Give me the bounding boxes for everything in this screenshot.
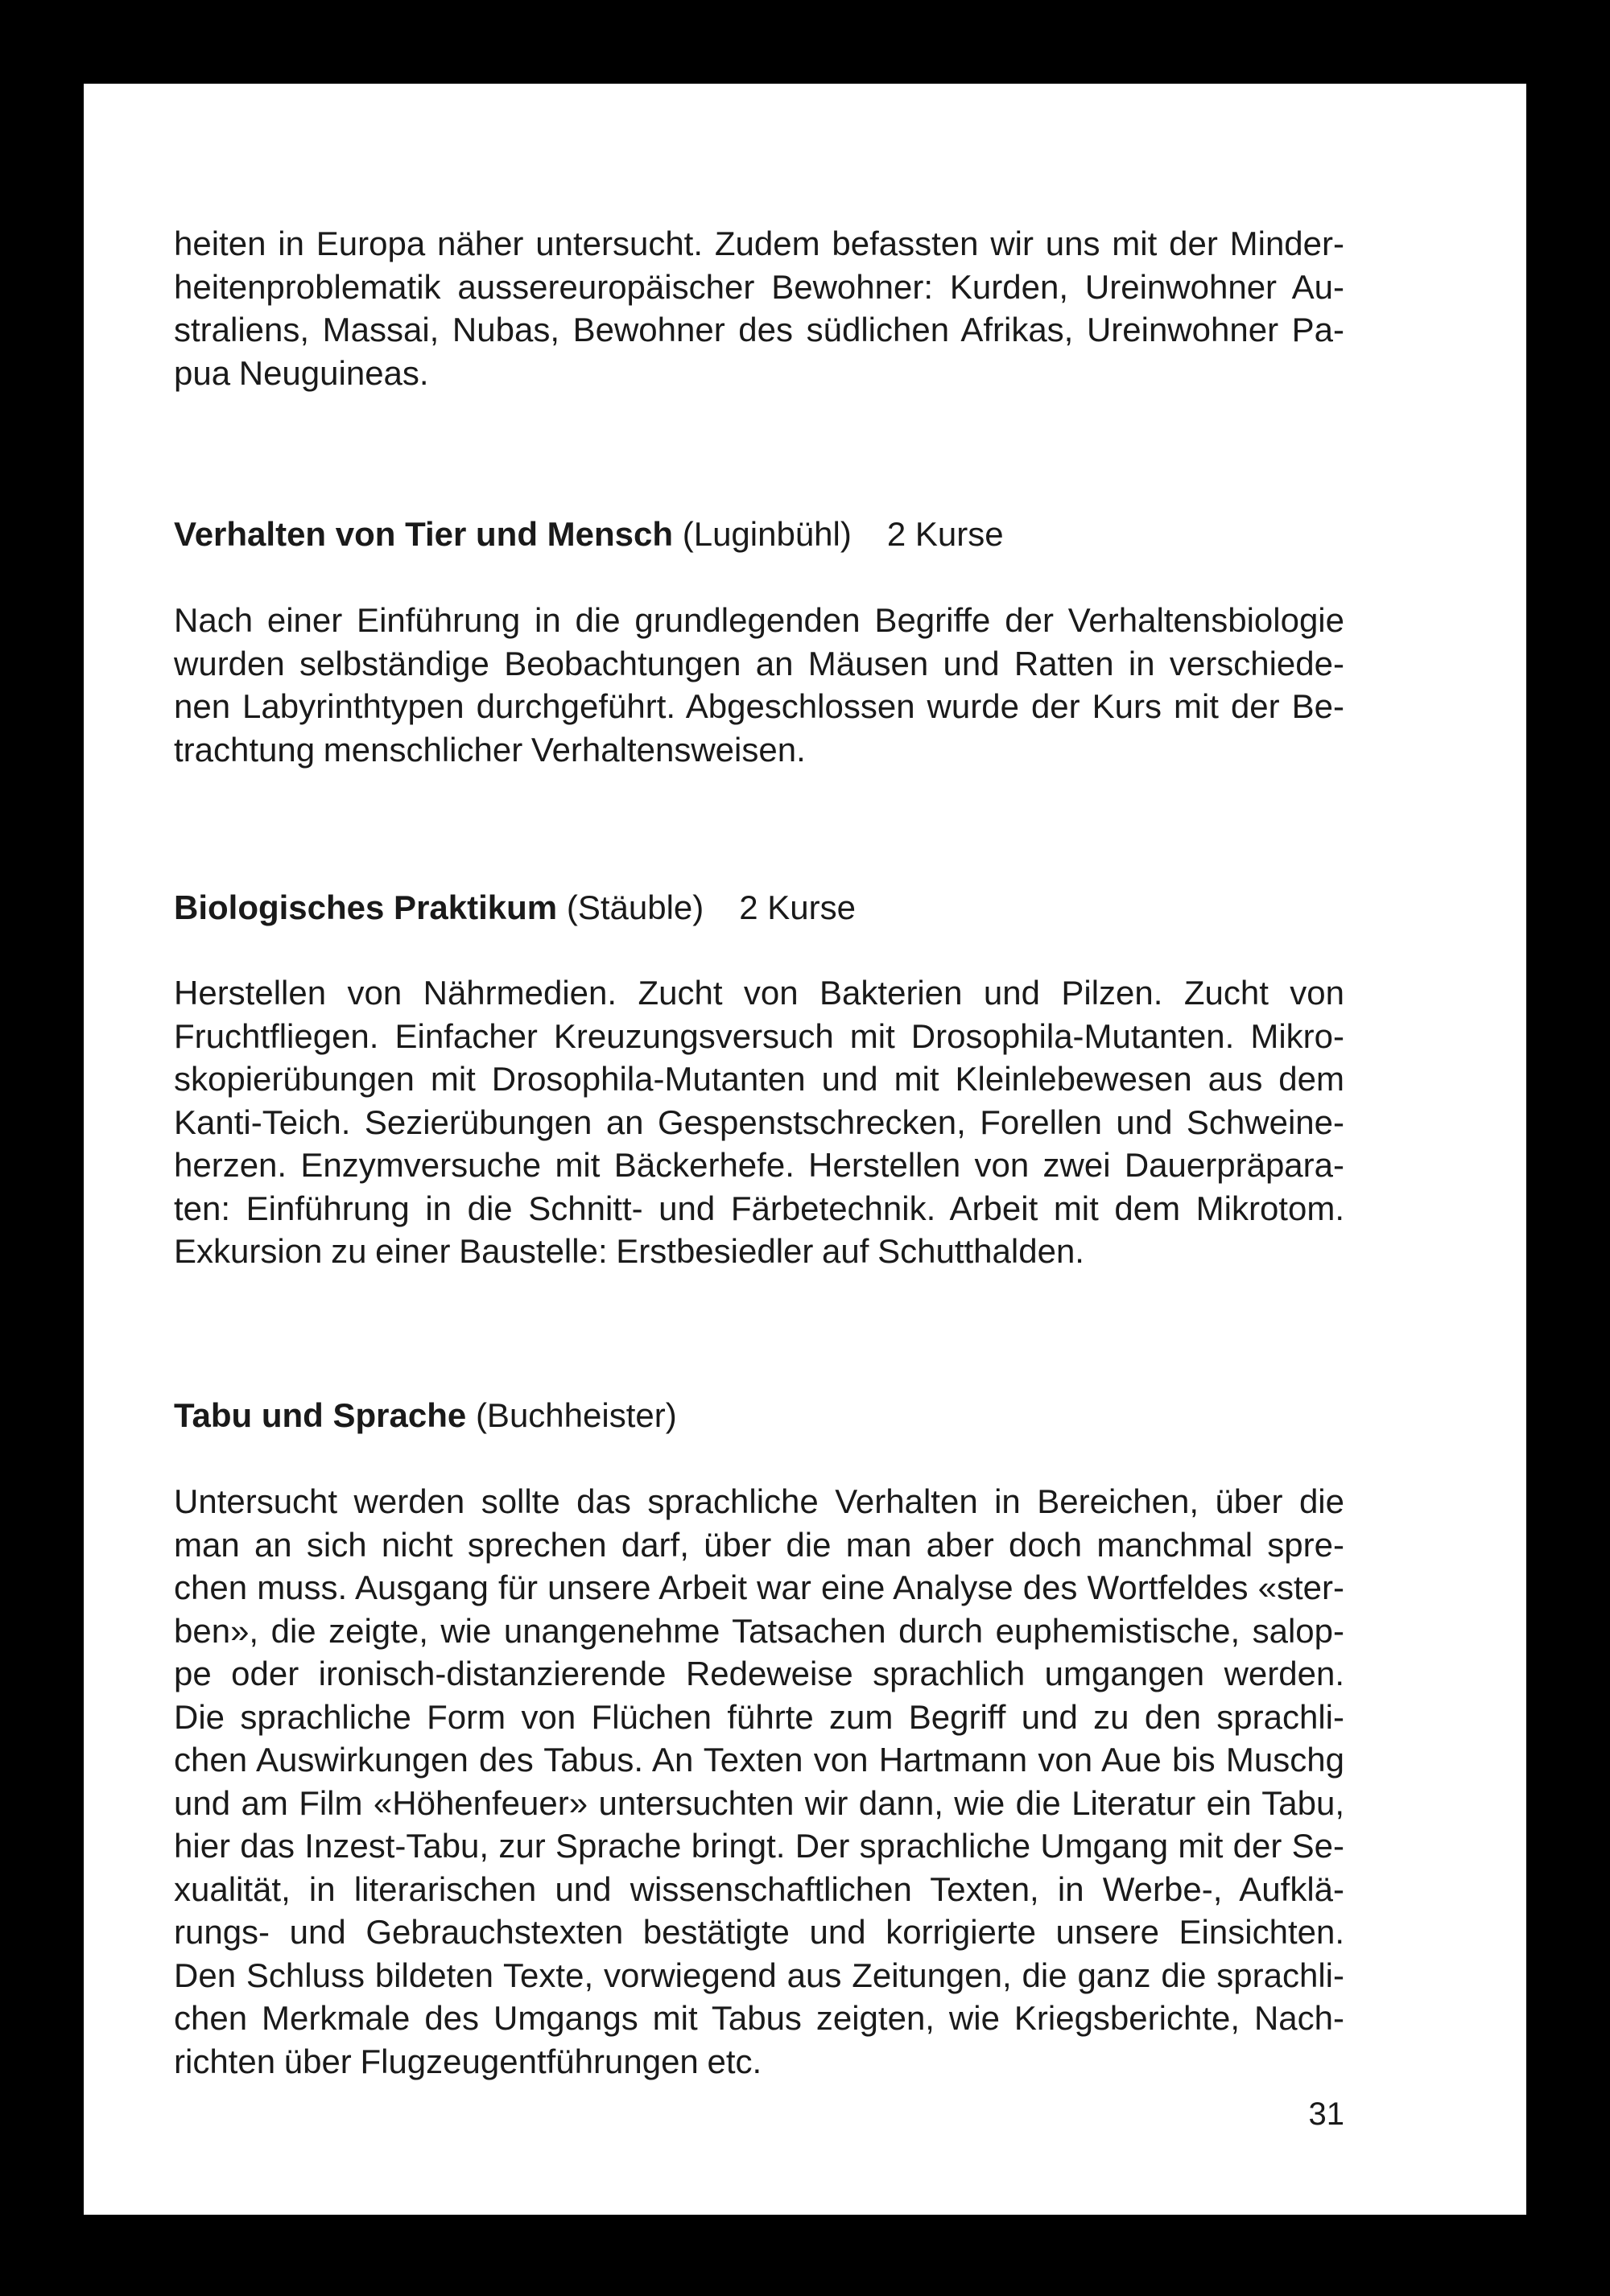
- text-line: chen Merkmale des Umgangs mit Tabus zeigten, wie Kriegsberichte, Nach-: [174, 1999, 1344, 2037]
- section-teacher: (Luginbühl): [682, 515, 852, 553]
- section-body-biologisches-praktikum: [174, 971, 1344, 1273]
- text-line: chen Auswirkungen des Tabus. An Texten von Hartmann von Aue bis Muschg: [174, 1741, 1344, 1779]
- text-line: skopierübungen mit Drosophila-Mutanten und mit Kleinlebewesen aus dem: [174, 1060, 1344, 1098]
- text-line: Exkursion zu einer Baustelle: Erstbesiedler auf Schutthalden.: [174, 1232, 1084, 1270]
- text-line: ten: Einführung in die Schnitt- und Färbetechnik. Arbeit mit dem Mikrotom.: [174, 1189, 1344, 1227]
- text-line: Nach einer Einführung in die grundlegenden Begriffe der Verhaltensbiologie: [174, 601, 1344, 639]
- section-teacher: (Buchheister): [475, 1396, 677, 1434]
- text-line: pe oder ironisch-distanzierende Redeweise sprachlich umgangen werden.: [174, 1655, 1344, 1692]
- text-line: Die sprachliche Form von Flüchen führte zum Begriff und zu den sprachli-: [174, 1697, 1344, 1736]
- text-line: richten über Flugzeugentführungen etc.: [174, 2042, 762, 2080]
- text-line: straliens, Massai, Nubas, Bewohner des südlichen Afrikas, Ureinwohner Pa-: [174, 311, 1344, 348]
- section-courses: 2 Kurse: [739, 888, 856, 926]
- section-heading-verhalten: [174, 513, 1004, 555]
- text-line: hier das Inzest-Tabu, zur Sprache bringt. Der sprachliche Umgang mit der Se-: [174, 1827, 1344, 1865]
- text-line: Den Schluss bildeten Texte, vorwiegend aus Zeitungen, die ganz die sprachli-: [174, 1956, 1344, 1994]
- text-line: wurden selbständige Beobachtungen an Mäusen und Ratten in verschiede-: [174, 644, 1344, 682]
- text-line: trachtung menschlicher Verhaltensweisen.: [174, 730, 806, 769]
- intro-paragraph: [174, 222, 1344, 394]
- section-body-verhalten: [174, 599, 1344, 771]
- section-heading-biologisches-praktikum: [174, 886, 856, 929]
- section-teacher: (Stäuble): [566, 888, 704, 926]
- text-line: man an sich nicht sprechen darf, über die man aber doch manchmal spre-: [174, 1525, 1344, 1564]
- text-line: Untersucht werden sollte das sprachliche Verhalten in Bereichen, über die: [174, 1482, 1344, 1520]
- section-body-tabu-und-sprache: [174, 1480, 1344, 2083]
- text-line: heitenproblematik aussereuropäischer Bewohner: Kurden, Ureinwohner Au-: [174, 267, 1344, 306]
- text-line: chen muss. Ausgang für unsere Arbeit war eine Analyse des Wortfeldes «ster-: [174, 1568, 1344, 1606]
- section-heading-tabu-und-sprache: [174, 1394, 677, 1437]
- page-number: 31: [1308, 2096, 1344, 2132]
- text-line: rungs- und Gebrauchstexten bestätigte und korrigierte unsere Einsichten.: [174, 1913, 1344, 1951]
- section-courses: 2 Kurse: [886, 515, 1004, 553]
- text-line: und am Film «Höhenfeuer» untersuchten wir dann, wie die Literatur ein Tabu,: [174, 1783, 1344, 1822]
- text-line: ben», die zeigte, wie unangenehme Tatsachen durch euphemistische, salop-: [174, 1611, 1344, 1650]
- document-page: [84, 84, 1526, 2215]
- text-line: Fruchtfliegen. Einfacher Kreuzungsversuch mit Drosophila-Mutanten. Mikro-: [174, 1016, 1344, 1055]
- section-title: Tabu und Sprache: [174, 1396, 467, 1434]
- section-title: Biologisches Praktikum: [174, 888, 558, 926]
- text-line: herzen. Enzymversuche mit Bäckerhefe. Herstellen von zwei Dauerpräpara-: [174, 1146, 1344, 1184]
- text-line: xualität, in literarischen und wissenschaftlichen Texten, in Werbe-, Aufklä-: [174, 1869, 1344, 1908]
- text-line: nen Labyrinthtypen durchgeführt. Abgeschlossen wurde der Kurs mit der Be-: [174, 687, 1344, 725]
- text-line: Kanti-Teich. Sezierübungen an Gespenstschrecken, Forellen und Schweine-: [174, 1103, 1344, 1141]
- text-line: Herstellen von Nährmedien. Zucht von Bakterien und Pilzen. Zucht von: [174, 974, 1344, 1012]
- text-line: heiten in Europa näher untersucht. Zudem befassten wir uns mit der Minder-: [174, 225, 1344, 262]
- text-line: pua Neuguineas.: [174, 353, 429, 392]
- section-title: Verhalten von Tier und Mensch: [174, 515, 674, 553]
